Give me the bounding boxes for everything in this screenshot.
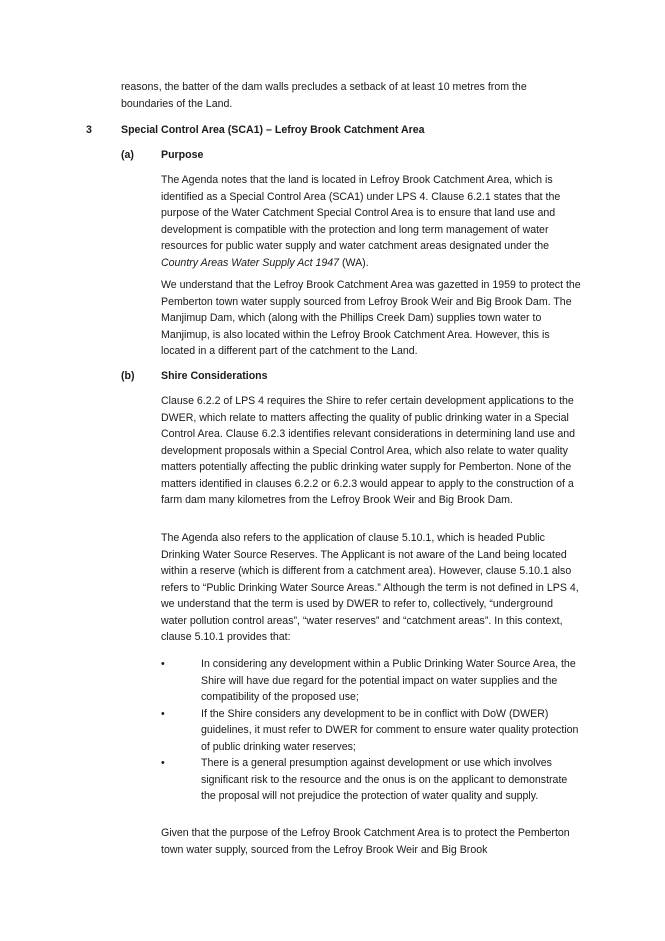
considerations-list	[161, 656, 581, 805]
bullet-icon: •	[161, 757, 165, 769]
act-title: Country Areas Water Supply Act 1947	[161, 256, 340, 269]
list-item	[161, 706, 581, 756]
purpose-paragraph-2: We understand that the Lefroy Brook Catchment Area was gazetted in 1959 to protect the Pemberton town water supply sourced from Lefroy Brook Weir and Big Brook Dam. The Manjimup Dam, which (along with the Phillips Creek Dam) supplies town water to Manjimup, is also located within the Lefroy Brook Catchment Area. However, this is located in a different part of the catchment to the Land.	[161, 279, 581, 357]
subsection-a-label: (a)	[121, 149, 134, 161]
bullet-icon: •	[161, 658, 165, 670]
section-title: Special Control Area (SCA1) – Lefroy Brook Catchment Area	[121, 124, 425, 136]
subsection-a-title: Purpose	[161, 149, 204, 161]
purpose-paragraph-1-main: The Agenda notes that the land is located in Lefroy Brook Catchment Area, which is identified as a Special Control Area (SCA1) under LPS 4. Clause 6.2.1 states that the purpose of the Water Catchment Special Control Area is to ensure that land use and development is compatible with the protection and long term management of water resources for public water supply and water catchment areas designated under the	[161, 174, 561, 252]
shire-paragraph-2: The Agenda also refers to the application of clause 5.10.1, which is headed Public Drinking Water Source Reserves. The Applicant is not aware of the Land being located within a reserve (which is different from a catchment area). However, clause 5.10.1 also refers to “Public Drinking Water Source Areas.” Although the term is not defined in LPS 4, we understand that the term is used by DWER to refer to, collectively, “underground water pollution control areas”, “water reserves” and “catchment areas”. In this context, clause 5.10.1 provides that:	[161, 532, 579, 643]
bullet-icon: •	[161, 707, 165, 720]
list-item	[161, 755, 581, 805]
shire-paragraph-1: Clause 6.2.2 of LPS 4 requires the Shire to refer certain development applications to the DWER, which relate to matters affecting the quality of public drinking water in a Special Control Area. Clause 6.2.3 identifies relevant considerations in determining land use and development proposals within a Special Control Area, which also relate to water quality matters potentially affecting the public drinking water supply for Pemberton. None of the matters identified in clauses 6.2.2 or 6.2.3 would appear to apply to the construction of a farm dam many kilometres from the Lefroy Brook Weir and Big Brook Dam.	[161, 395, 575, 506]
list-item-text: There is a general presumption against development or use which involves significant risk to the resource and the onus is on the applicant to demonstrate the proposal will not prejudice the protection of water quality and supply.	[201, 757, 568, 802]
purpose-paragraph-1-tail: (WA).	[339, 256, 369, 269]
purpose-paragraph-1	[161, 172, 581, 271]
shire-paragraph-3: Given that the purpose of the Lefroy Brook Catchment Area is to protect the Pemberton town water supply, sourced from the Lefroy Brook Weir and Big Brook	[161, 827, 570, 856]
list-item	[161, 656, 581, 706]
subsection-b-label: (b)	[121, 370, 135, 382]
section-number: 3	[86, 124, 92, 136]
list-item-text: If the Shire considers any development to be in conflict with DoW (DWER) guidelines, it must refer to DWER for comment to ensure water quality protection of public drinking water reserves;	[201, 707, 579, 753]
list-item-text: In considering any development within a Public Drinking Water Source Area, the Shire will have due regard for the potential impact on water supplies and the compatibility of the proposed use;	[201, 658, 576, 703]
lead-paragraph: reasons, the batter of the dam walls precludes a setback of at least 10 metres from the boundaries of the Land.	[121, 81, 527, 110]
subsection-b-title: Shire Considerations	[161, 370, 268, 382]
